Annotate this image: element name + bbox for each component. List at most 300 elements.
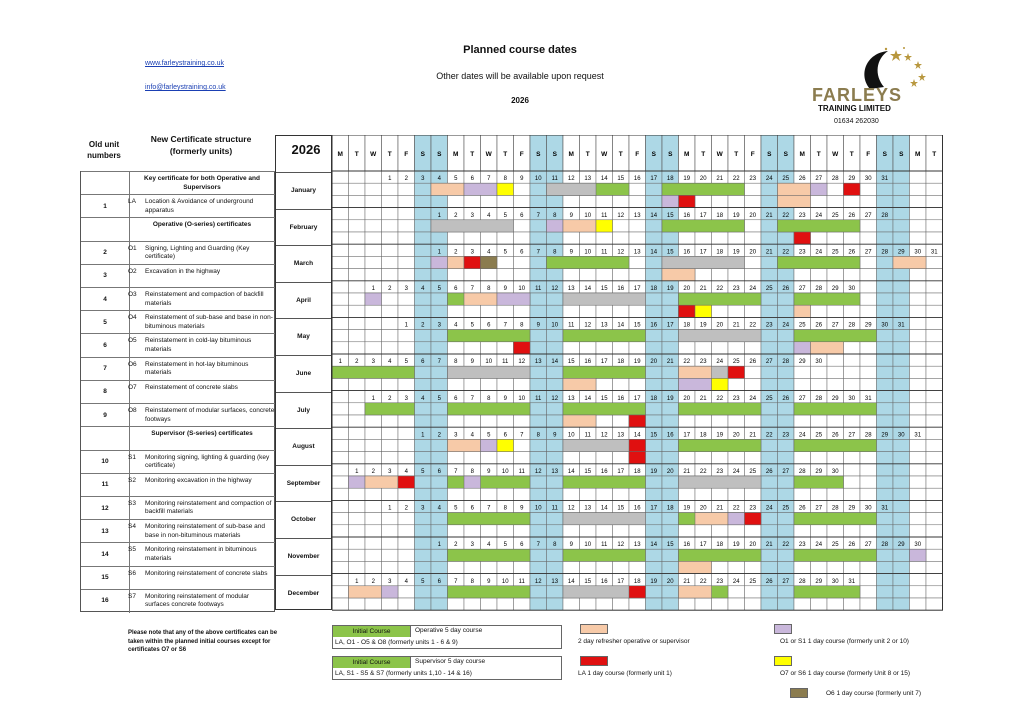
calendar-cell bbox=[596, 378, 613, 390]
day-number: 1 bbox=[421, 432, 425, 439]
calendar-cell bbox=[431, 293, 448, 305]
day-number: 13 bbox=[534, 359, 542, 366]
old-unit-number: 12 bbox=[101, 504, 109, 512]
weekday-label: M bbox=[337, 151, 343, 158]
day-number: 9 bbox=[569, 542, 573, 549]
day-number: 2 bbox=[454, 212, 458, 219]
day-number: 23 bbox=[782, 432, 790, 439]
certificate-row bbox=[81, 287, 276, 310]
calendar-cell bbox=[613, 342, 630, 354]
day-number: 5 bbox=[454, 505, 458, 512]
calendar-cell bbox=[926, 378, 943, 390]
calendar-cell bbox=[827, 269, 844, 281]
day-number: 19 bbox=[732, 249, 740, 256]
calendar-cell bbox=[365, 561, 382, 573]
day-number: 12 bbox=[600, 432, 608, 439]
calendar-cell bbox=[778, 330, 795, 342]
day-number: 25 bbox=[798, 322, 806, 329]
calendar-cell bbox=[646, 439, 663, 451]
day-number: 1 bbox=[437, 249, 441, 256]
calendar-cell bbox=[497, 305, 514, 317]
calendar-cell bbox=[910, 391, 927, 403]
course-bar-green bbox=[448, 476, 531, 488]
calendar-cell bbox=[448, 488, 465, 500]
day-number: 11 bbox=[568, 322, 575, 329]
calendar-cell bbox=[860, 574, 877, 586]
weekday-label: S bbox=[767, 151, 772, 158]
calendar-cell bbox=[778, 293, 795, 305]
day-number: 17 bbox=[650, 176, 658, 183]
calendar-cell bbox=[662, 232, 679, 244]
calendar-cell bbox=[728, 586, 745, 598]
day-number: 20 bbox=[650, 359, 658, 366]
calendar-cell bbox=[811, 561, 828, 573]
calendar-cell bbox=[844, 525, 861, 537]
calendar-cell bbox=[349, 427, 366, 439]
day-number: 22 bbox=[716, 286, 724, 292]
weekday-label: S bbox=[668, 151, 673, 158]
certificate-name: Reinstatement and compaction of backfill materials bbox=[145, 291, 264, 307]
course-bar-green bbox=[563, 549, 646, 561]
calendar-cell bbox=[580, 598, 597, 610]
calendar-cell bbox=[332, 378, 349, 390]
calendar-cell bbox=[893, 513, 910, 525]
day-number: 25 bbox=[765, 286, 773, 292]
day-number: 6 bbox=[520, 212, 524, 219]
calendar-cell bbox=[530, 378, 547, 390]
calendar-cell bbox=[745, 415, 762, 427]
calendar-cell bbox=[530, 232, 547, 244]
calendar-cell bbox=[596, 415, 613, 427]
calendar-cell bbox=[811, 452, 828, 464]
calendar-cell bbox=[514, 269, 531, 281]
calendar-cell bbox=[910, 171, 927, 183]
year-header: 2026 bbox=[291, 142, 321, 157]
day-number: 4 bbox=[487, 249, 491, 256]
day-number: 6 bbox=[454, 286, 458, 292]
calendar-cell bbox=[530, 525, 547, 537]
day-number: 11 bbox=[535, 286, 542, 292]
certificate-code: O5 bbox=[128, 337, 137, 345]
calendar-cell bbox=[365, 195, 382, 207]
calendar-cell bbox=[382, 525, 399, 537]
day-number: 8 bbox=[536, 432, 540, 439]
calendar-cell bbox=[712, 452, 729, 464]
day-number: 29 bbox=[815, 469, 823, 475]
calendar-cell bbox=[547, 269, 564, 281]
certificate-code: S6 bbox=[128, 569, 136, 577]
day-number: 1 bbox=[338, 359, 342, 366]
calendar-cell bbox=[844, 269, 861, 281]
day-number: 5 bbox=[437, 286, 441, 292]
certificate-name: Location & Avoidance of underground apparatus bbox=[145, 198, 254, 214]
calendar-cell bbox=[464, 452, 481, 464]
calendar-cell bbox=[629, 220, 646, 232]
day-number: 13 bbox=[551, 469, 559, 475]
calendar-cell bbox=[613, 452, 630, 464]
legend-operative bbox=[332, 625, 562, 649]
calendar-cell bbox=[761, 586, 778, 598]
calendar-cell bbox=[398, 561, 415, 573]
day-number: 19 bbox=[650, 469, 658, 475]
certificate-name: Reinstatement in cold-lay bituminous materials bbox=[145, 337, 252, 353]
course-bar-red bbox=[728, 366, 745, 378]
day-number: 28 bbox=[798, 578, 806, 585]
o1s1-swatch bbox=[774, 624, 792, 634]
day-number: 26 bbox=[782, 395, 790, 402]
day-number: 7 bbox=[520, 432, 524, 439]
day-number: 12 bbox=[617, 212, 625, 219]
day-number: 12 bbox=[567, 505, 575, 512]
course-bar-peach bbox=[893, 256, 926, 268]
calendar-cell bbox=[332, 525, 349, 537]
calendar-cell bbox=[332, 269, 349, 281]
calendar-cell bbox=[398, 537, 415, 549]
calendar-cell bbox=[926, 391, 943, 403]
calendar-cell bbox=[728, 452, 745, 464]
calendar-cell bbox=[332, 183, 349, 195]
day-number: 17 bbox=[699, 542, 707, 549]
calendar-cell bbox=[629, 525, 646, 537]
calendar-cell bbox=[332, 317, 349, 329]
calendar-cell bbox=[382, 537, 399, 549]
day-number: 13 bbox=[617, 432, 625, 439]
day-number: 15 bbox=[666, 249, 674, 256]
calendar-cell bbox=[481, 305, 498, 317]
weekday-label: S bbox=[536, 151, 541, 158]
calendar-cell bbox=[613, 488, 630, 500]
certificate-code: O7 bbox=[128, 383, 137, 391]
day-number: 12 bbox=[584, 322, 592, 329]
certificate-row bbox=[81, 496, 276, 519]
calendar-cell bbox=[646, 195, 663, 207]
logo-text-farleys: FARLEYS bbox=[812, 85, 903, 105]
day-number: 7 bbox=[536, 249, 540, 256]
weekday-label: W bbox=[370, 151, 377, 158]
calendar-cell bbox=[514, 183, 531, 195]
calendar-cell bbox=[596, 561, 613, 573]
course-bar-lilac bbox=[464, 476, 481, 488]
calendar-cell bbox=[382, 561, 399, 573]
calendar-cell bbox=[431, 342, 448, 354]
operative-title: Operative 5 day course bbox=[415, 627, 483, 634]
calendar-cell bbox=[778, 232, 795, 244]
calendar-cell bbox=[893, 195, 910, 207]
calendar-cell bbox=[398, 220, 415, 232]
certificate-group-title: Key certificate for both Operative and Supervisors bbox=[144, 175, 260, 191]
calendar-cell bbox=[382, 378, 399, 390]
weekday-label: T bbox=[734, 151, 739, 158]
calendar-cell bbox=[382, 293, 399, 305]
day-number: 10 bbox=[501, 469, 509, 475]
calendar-cell bbox=[877, 452, 894, 464]
calendar-cell bbox=[877, 549, 894, 561]
day-number: 14 bbox=[551, 359, 559, 366]
calendar-cell bbox=[761, 452, 778, 464]
calendar-cell bbox=[365, 598, 382, 610]
calendar-cell bbox=[662, 293, 679, 305]
course-bar-grey bbox=[431, 220, 514, 232]
supervisor-title: Supervisor 5 day course bbox=[415, 658, 486, 665]
calendar-cell bbox=[811, 378, 828, 390]
day-number: 10 bbox=[485, 359, 493, 366]
day-number: 17 bbox=[617, 578, 625, 585]
calendar-cell bbox=[415, 537, 432, 549]
day-number: 4 bbox=[404, 469, 408, 475]
calendar-cell bbox=[926, 232, 943, 244]
calendar-cell bbox=[926, 525, 943, 537]
calendar-cell bbox=[646, 183, 663, 195]
calendar-cell bbox=[695, 195, 712, 207]
day-number: 28 bbox=[831, 505, 839, 512]
calendar-cell bbox=[728, 561, 745, 573]
calendar-cell bbox=[547, 415, 564, 427]
day-number: 9 bbox=[470, 359, 474, 366]
calendar-cell bbox=[827, 598, 844, 610]
day-number: 4 bbox=[487, 212, 491, 219]
day-number: 10 bbox=[534, 176, 542, 183]
course-bar-peach bbox=[448, 256, 465, 268]
calendar-cell bbox=[415, 305, 432, 317]
day-number: 7 bbox=[454, 578, 458, 585]
calendar-cell bbox=[910, 378, 927, 390]
calendar-cell bbox=[349, 293, 366, 305]
calendar-cell bbox=[926, 330, 943, 342]
day-number: 14 bbox=[567, 469, 575, 475]
calendar-cell bbox=[497, 378, 514, 390]
calendar-cell bbox=[844, 195, 861, 207]
calendar-cell bbox=[547, 305, 564, 317]
day-number: 31 bbox=[881, 505, 889, 512]
calendar-cell bbox=[695, 525, 712, 537]
day-number: 21 bbox=[765, 542, 773, 549]
old-unit-number: 15 bbox=[101, 574, 109, 582]
day-number: 24 bbox=[765, 176, 773, 183]
weekday-label: W bbox=[832, 151, 839, 158]
calendar-cell bbox=[893, 378, 910, 390]
course-bar-green bbox=[365, 403, 415, 415]
calendar-cell bbox=[860, 354, 877, 366]
course-bar-green bbox=[332, 366, 415, 378]
day-number: 3 bbox=[454, 432, 458, 439]
calendar-cell bbox=[844, 598, 861, 610]
day-number: 31 bbox=[897, 322, 905, 329]
day-number: 9 bbox=[536, 322, 540, 329]
day-number: 7 bbox=[454, 469, 458, 475]
calendar-cell bbox=[712, 269, 729, 281]
day-number: 23 bbox=[732, 395, 740, 402]
calendar-cell bbox=[448, 269, 465, 281]
day-number: 3 bbox=[470, 212, 474, 219]
calendar-cell bbox=[926, 549, 943, 561]
calendar-cell bbox=[398, 256, 415, 268]
calendar-cell bbox=[893, 476, 910, 488]
calendar-cell bbox=[415, 195, 432, 207]
course-bar-lilac bbox=[547, 220, 564, 232]
day-number: 16 bbox=[650, 322, 658, 329]
calendar-cell bbox=[349, 561, 366, 573]
day-number: 28 bbox=[782, 359, 790, 366]
calendar-cell bbox=[860, 366, 877, 378]
calendar-cell bbox=[877, 330, 894, 342]
calendar-cell bbox=[877, 195, 894, 207]
calendar-cell bbox=[415, 415, 432, 427]
calendar-cell bbox=[349, 598, 366, 610]
calendar-cell bbox=[563, 195, 580, 207]
calendar-cell bbox=[530, 269, 547, 281]
day-number: 24 bbox=[732, 578, 740, 585]
day-number: 17 bbox=[600, 359, 608, 366]
day-number: 1 bbox=[355, 578, 359, 585]
certificate-panel bbox=[80, 171, 275, 612]
day-number: 3 bbox=[404, 395, 408, 402]
calendar-cell bbox=[811, 305, 828, 317]
calendar-cell bbox=[365, 183, 382, 195]
calendar-cell bbox=[745, 342, 762, 354]
website-link[interactable]: www.farleystraining.co.uk bbox=[145, 60, 224, 67]
calendar-cell bbox=[926, 317, 943, 329]
day-number: 5 bbox=[421, 469, 425, 475]
day-number: 4 bbox=[421, 395, 425, 402]
calendar-cell bbox=[712, 598, 729, 610]
calendar-cell bbox=[415, 378, 432, 390]
calendar-cell bbox=[893, 598, 910, 610]
calendar-cell bbox=[926, 439, 943, 451]
calendar-cell bbox=[910, 464, 927, 476]
calendar-cell bbox=[910, 366, 927, 378]
day-number: 11 bbox=[601, 249, 608, 256]
calendar-cell bbox=[398, 439, 415, 451]
day-number: 19 bbox=[699, 322, 707, 329]
old-unit-number: 4 bbox=[103, 295, 107, 303]
course-bar-peach bbox=[448, 439, 481, 451]
farleys-logo bbox=[808, 45, 938, 125]
course-bar-peach bbox=[563, 415, 596, 427]
day-number: 15 bbox=[584, 469, 592, 475]
calendar-cell bbox=[530, 293, 547, 305]
course-bar-green bbox=[794, 439, 877, 451]
day-number: 19 bbox=[666, 395, 674, 402]
calendar-cell bbox=[745, 256, 762, 268]
calendar-cell bbox=[415, 586, 432, 598]
calendar-cell bbox=[332, 305, 349, 317]
weekday-label: S bbox=[783, 151, 788, 158]
day-number: 30 bbox=[897, 432, 905, 439]
calendar-cell bbox=[497, 256, 514, 268]
calendar-cell bbox=[514, 195, 531, 207]
calendar-cell bbox=[910, 586, 927, 598]
calendar-cell bbox=[530, 561, 547, 573]
calendar-cell bbox=[332, 195, 349, 207]
calendar-cell bbox=[448, 305, 465, 317]
course-bar-red bbox=[745, 513, 762, 525]
calendar-cell bbox=[860, 598, 877, 610]
calendar-cell bbox=[514, 598, 531, 610]
calendar-cell bbox=[629, 598, 646, 610]
calendar-cell bbox=[695, 488, 712, 500]
day-number: 21 bbox=[666, 359, 674, 366]
day-number: 14 bbox=[600, 505, 608, 512]
day-number: 26 bbox=[798, 505, 806, 512]
course-bar-green bbox=[662, 220, 745, 232]
weekday-label: T bbox=[354, 151, 359, 158]
calendar-cell bbox=[877, 293, 894, 305]
day-number: 18 bbox=[666, 505, 674, 512]
day-number: 3 bbox=[421, 176, 425, 183]
calendar-cell bbox=[365, 513, 382, 525]
day-number: 23 bbox=[699, 359, 707, 366]
day-number: 29 bbox=[848, 176, 856, 183]
day-number: 2 bbox=[404, 176, 408, 183]
calendar-cell bbox=[893, 549, 910, 561]
calendar-cell bbox=[778, 488, 795, 500]
course-bar-red bbox=[514, 342, 531, 354]
day-number: 9 bbox=[520, 505, 524, 512]
day-number: 27 bbox=[864, 212, 872, 219]
calendar-cell bbox=[464, 561, 481, 573]
calendar-cell bbox=[910, 330, 927, 342]
day-number: 12 bbox=[534, 578, 542, 585]
calendar-cell bbox=[827, 195, 844, 207]
calendar-cell bbox=[547, 598, 564, 610]
day-number: 20 bbox=[732, 432, 740, 439]
calendar-cell bbox=[794, 561, 811, 573]
email-link[interactable]: info@farleystraining.co.uk bbox=[145, 84, 226, 91]
calendar-cell bbox=[547, 366, 564, 378]
calendar-cell bbox=[794, 488, 811, 500]
course-bar-olive bbox=[481, 256, 498, 268]
certificate-code: O8 bbox=[128, 407, 137, 415]
calendar-cell bbox=[877, 183, 894, 195]
day-number: 9 bbox=[553, 432, 557, 439]
day-number: 10 bbox=[584, 249, 592, 256]
calendar-cell bbox=[679, 598, 696, 610]
day-number: 15 bbox=[617, 505, 625, 512]
calendar-cell bbox=[893, 366, 910, 378]
old-unit-number: 6 bbox=[103, 342, 107, 350]
day-number: 6 bbox=[454, 395, 458, 402]
day-number: 23 bbox=[798, 542, 806, 549]
legend-supervisor bbox=[332, 656, 562, 680]
day-number: 18 bbox=[683, 322, 691, 329]
calendar-cell bbox=[926, 220, 943, 232]
weekday-label: S bbox=[882, 151, 887, 158]
day-number: 18 bbox=[716, 249, 724, 256]
day-number: 26 bbox=[782, 286, 790, 292]
day-number: 3 bbox=[388, 469, 392, 475]
calendar-cell bbox=[398, 452, 415, 464]
calendar-cell bbox=[646, 586, 663, 598]
day-number: 15 bbox=[666, 542, 674, 549]
calendar-cell bbox=[877, 415, 894, 427]
day-number: 3 bbox=[371, 359, 375, 366]
calendar-cell bbox=[629, 561, 646, 573]
day-number: 27 bbox=[815, 505, 823, 512]
calendar-cell bbox=[580, 195, 597, 207]
day-number: 5 bbox=[503, 249, 507, 256]
calendar-cell bbox=[481, 269, 498, 281]
calendar-cell bbox=[860, 293, 877, 305]
calendar-cell bbox=[398, 513, 415, 525]
calendar-cell bbox=[910, 220, 927, 232]
course-bar-lilac bbox=[811, 183, 828, 195]
calendar-cell bbox=[679, 452, 696, 464]
calendar-cell bbox=[596, 525, 613, 537]
certificate-row bbox=[81, 264, 276, 287]
calendar-cell bbox=[365, 305, 382, 317]
calendar-cell bbox=[893, 586, 910, 598]
calendar-cell bbox=[431, 561, 448, 573]
